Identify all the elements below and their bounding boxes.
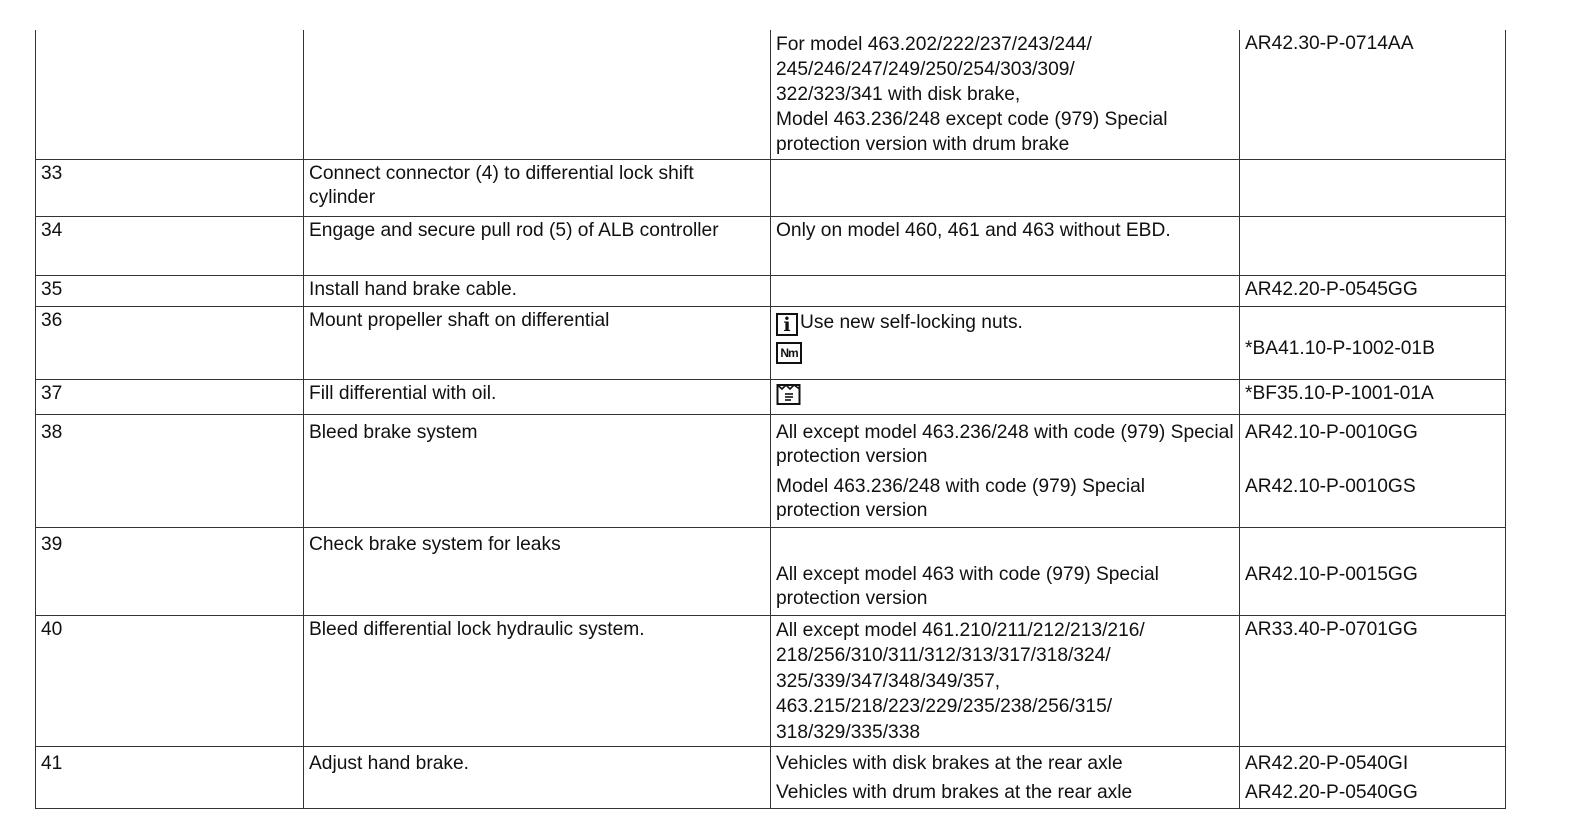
note-line: Model 463.236/248 except code (979) Special (776, 109, 1168, 130)
table-row (36, 379, 1506, 414)
step-action: Fill differential with oil. (304, 379, 771, 414)
reference-link[interactable]: AR42.10-P-0015GG (1245, 563, 1418, 585)
reference-link[interactable]: AR42.30-P-0714AA (1245, 33, 1414, 54)
step-action: Engage and secure pull rod (5) of ALB controller (304, 216, 771, 275)
note-line: 322/323/341 with disk brake, (776, 84, 1021, 105)
step-reference (1240, 379, 1506, 414)
step-action: Adjust hand brake. (304, 746, 771, 808)
procedure-table (35, 30, 1506, 809)
step-notes: Only on model 460, 461 and 463 without EBD. (771, 216, 1240, 275)
step-reference (1240, 216, 1506, 275)
step-number: 33 (36, 159, 304, 216)
info-icon: i (776, 313, 798, 336)
step-notes (771, 746, 1240, 808)
table-row (36, 746, 1506, 808)
note-line: 245/246/247/249/250/254/303/309/ (776, 59, 1075, 80)
table-row (36, 615, 1506, 746)
step-action: Install hand brake cable. (304, 275, 771, 306)
step-notes (771, 275, 1240, 306)
torque-nm-icon: Nm (776, 342, 802, 364)
table-row (36, 414, 1506, 527)
step-action: Bleed brake system (304, 414, 771, 527)
step-reference (1240, 746, 1506, 808)
note-line: 318/329/335/338 (776, 721, 921, 743)
note-line: Vehicles with drum brakes at the rear axle (776, 781, 1133, 803)
reference-link[interactable]: AR42.10-P-0010GG (1245, 421, 1418, 443)
step-reference (1240, 159, 1506, 216)
step-action: Bleed differential lock hydraulic system. (304, 615, 771, 746)
note-line (776, 311, 1234, 336)
table-row (36, 306, 1506, 379)
note-text: Use new self-locking nuts. (800, 311, 1023, 333)
table-row (36, 216, 1506, 275)
step-action: Check brake system for leaks (304, 527, 771, 615)
step-number: 34 (36, 216, 304, 275)
step-notes (771, 379, 1240, 414)
note-line: Vehicles with disk brakes at the rear axle (776, 752, 1123, 774)
table-row (36, 30, 1506, 159)
step-reference (1240, 275, 1506, 306)
reference-link[interactable]: AR42.20-P-0540GG (1245, 781, 1418, 803)
step-number: 35 (36, 275, 304, 306)
step-notes (771, 306, 1240, 379)
note-line: 325/339/347/348/349/357, (776, 670, 1001, 692)
step-notes (771, 30, 1240, 159)
note-line: All except model 461.210/211/212/213/216/ (776, 619, 1145, 641)
reference-link[interactable]: AR42.10-P-0010GS (1245, 475, 1416, 497)
note-line: 463.215/218/223/229/235/238/256/315/ (776, 696, 1113, 717)
table-row (36, 159, 1506, 216)
table-row (36, 527, 1506, 615)
note-line: 218/256/310/311/312/313/317/318/324/ (776, 645, 1111, 666)
oil-capacity-icon (776, 382, 803, 406)
step-notes (771, 414, 1240, 527)
step-reference (1240, 306, 1506, 379)
step-notes (771, 159, 1240, 216)
step-number: 41 (36, 746, 304, 808)
note-line (776, 342, 1234, 366)
note-line: protection version with drum brake (776, 134, 1070, 155)
step-action: Connect connector (4) to differential lock shift cylinder (304, 159, 771, 216)
note-line: All except model 463.236/248 with code (979) Special protection version (776, 421, 1234, 467)
step-action: Mount propeller shaft on differential (304, 306, 771, 379)
note-line: All except model 463 with code (979) Special protection version (776, 563, 1159, 609)
note-line: For model 463.202/222/237/243/244/ (776, 34, 1092, 55)
reference-link[interactable]: AR33.40-P-0701GG (1245, 618, 1418, 640)
reference-link[interactable]: AR42.20-P-0545GG (1245, 278, 1418, 300)
step-action (304, 30, 771, 159)
step-reference (1240, 615, 1506, 746)
reference-link[interactable]: AR42.20-P-0540GI (1245, 752, 1409, 774)
step-number: 40 (36, 615, 304, 746)
step-number: 37 (36, 379, 304, 414)
reference-link[interactable]: *BA41.10-P-1002-01B (1245, 337, 1435, 359)
table-row (36, 275, 1506, 306)
step-notes (771, 615, 1240, 746)
step-number: 38 (36, 414, 304, 527)
step-number (36, 30, 304, 159)
step-reference (1240, 527, 1506, 615)
step-reference (1240, 414, 1506, 527)
step-reference (1240, 30, 1506, 159)
step-notes (771, 527, 1240, 615)
reference-link[interactable]: *BF35.10-P-1001-01A (1245, 382, 1434, 404)
note-line: Model 463.236/248 with code (979) Special protection version (776, 475, 1146, 521)
step-number: 39 (36, 527, 304, 615)
step-number: 36 (36, 306, 304, 379)
